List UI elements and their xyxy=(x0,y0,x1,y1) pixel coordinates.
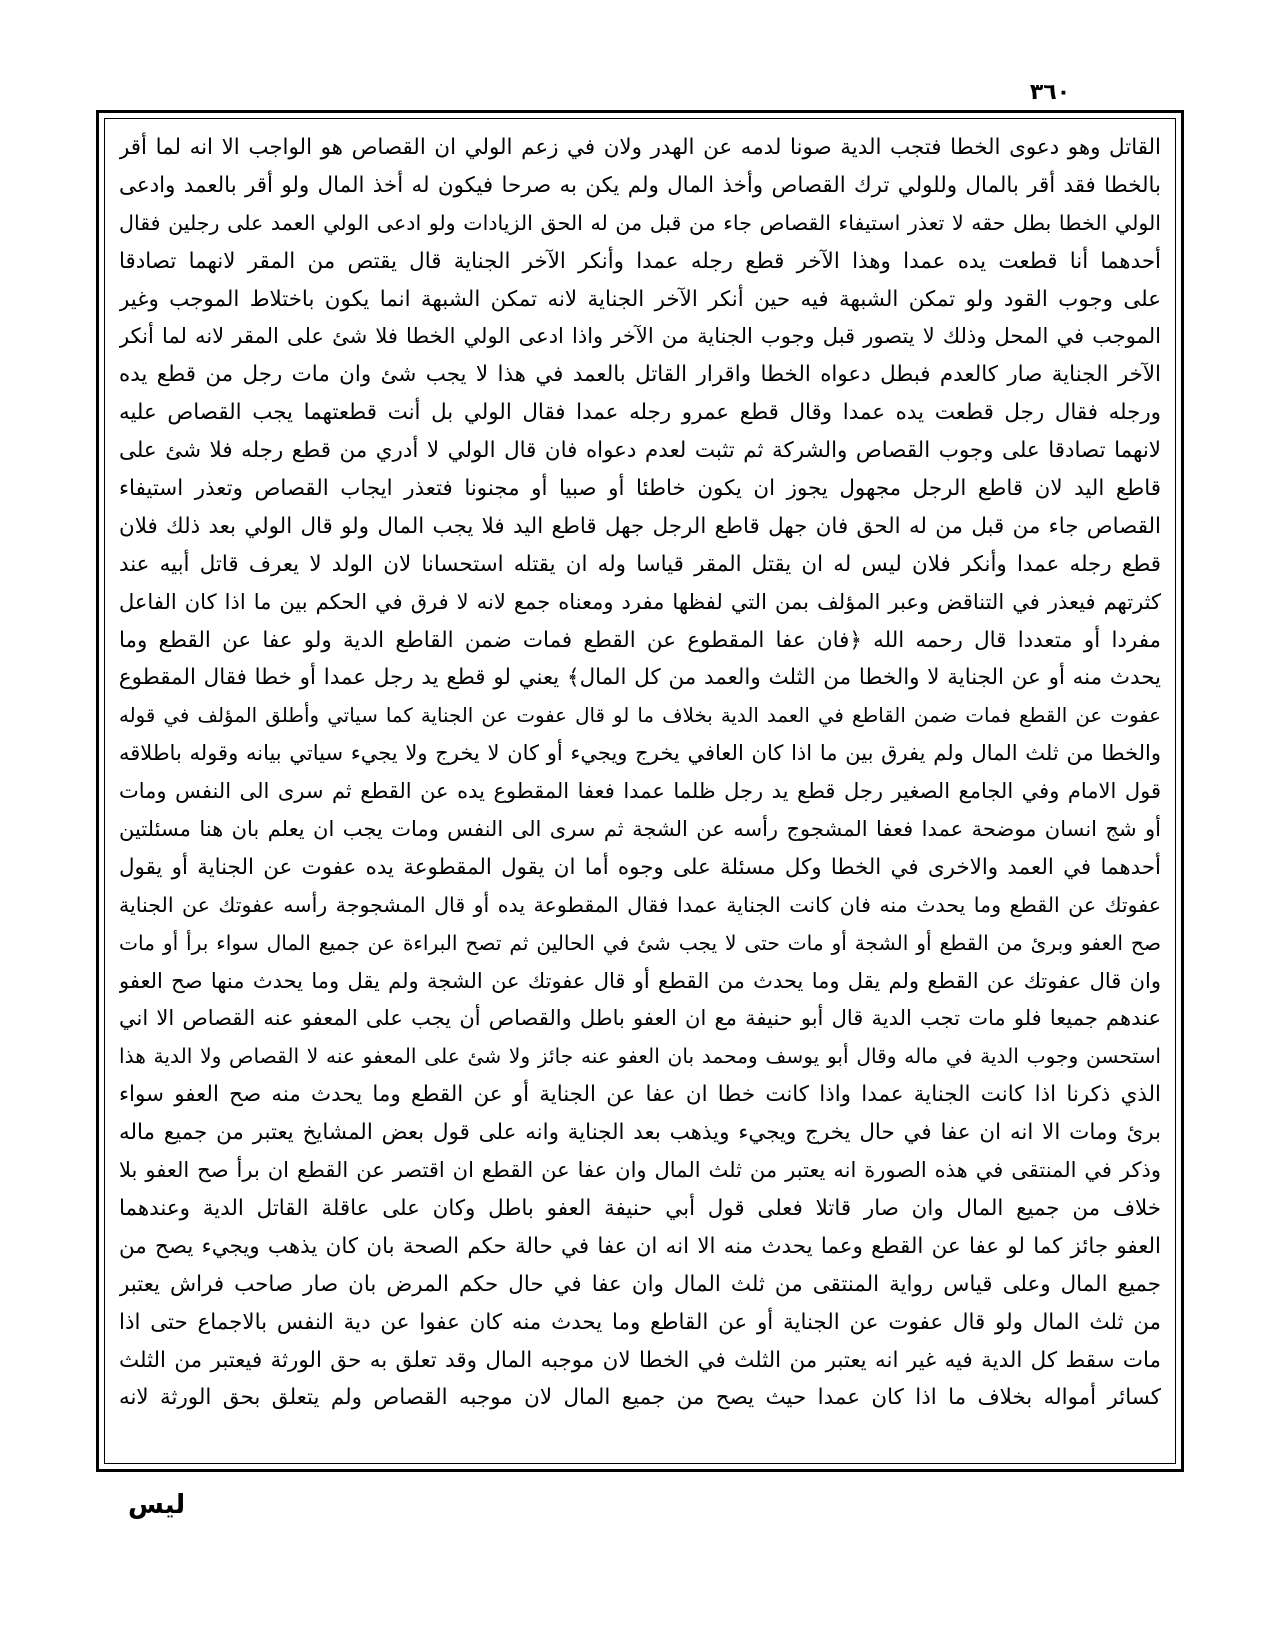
text-line: عندهم جميعا فلو مات تجب الدية قال أبو حنيفة مع ان العفو باطل والقصاص أن يجب على المعفو عنه القصاص الا اني xyxy=(119,1006,1161,1031)
text-line: الذي ذكرنا اذا كانت الجناية عمدا واذا كانت خطا ان عفا عن الجناية أو عن القطع وما يحدث منه صح العفو سواء xyxy=(119,1082,1161,1108)
text-line: من ثلث المال ولو قال عفوت عن الجناية أو عن القاطع وما يحدث منه كان عفوا عن دية النفس بالاجماع حتى اذا xyxy=(119,1309,1161,1335)
text-line: ورجله فقال رجل قطعت يده عمدا وقال قطع عمرو رجله عمدا فقال الولي بل أنت قطعتهما يجب القصاص عليه xyxy=(119,400,1161,426)
text-line: أحدهما في العمد والاخرى في الخطا وكل مسئلة على وجوه أما ان يقول المقطوعة يده عفوت عن الجناية أو يقول xyxy=(119,854,1161,880)
text-line: كثرتهم فيعذر في التناقض وعبر المؤلف بمن التي لفظها مفرد ومعناه جمع لانه لا فرق في الحكم بين ما اذا كان الفاعل xyxy=(119,589,1161,614)
text-line: استحسن وجوب الدية في ماله وقال أبو يوسف ومحمد بان العفو عنه جائز ولا شئ على المعفو عنه لا القصاص ولا الدية هذا xyxy=(119,1044,1161,1069)
text-line: وان قال عفوتك عن القطع ولم يقل وما يحدث من القطع أو قال عفوتك عن الشجة ولم يقل وما يحدث منها صح العفو xyxy=(119,968,1161,993)
text-line: العفو جائز كما لو عفا عن القطع وعما يحدث منه الا انه ان عفا في حالة حكم الصحة بان كان يذهب ويجيء يصح من xyxy=(119,1233,1161,1259)
page-number: ٣٦٠ xyxy=(1029,80,1071,105)
text-line: لانهما تصادقا على وجوب القصاص والشركة ثم تثبت لعدم دعواه فان قال الولي لا أدري من قطع رجله فلا شئ على xyxy=(119,438,1161,464)
text-line: الآخر الجناية صار كالعدم فبطل دعواه الخطا واقرار القاتل بالعمد في هذا لا يجب شئ وان مات رجل من قطع يده xyxy=(119,362,1161,388)
text-line: بالخطا فقد أقر بالمال وللولي ترك القصاص وأخذ المال ولم يكن به صرحا فيكون له أخذ المال ولو أقر بالعمد وادعى xyxy=(119,172,1161,198)
text-line: برئ ومات الا انه ان عفا في حال يخرج ويجيء ويذهب بعد الجناية وانه على قول بعض المشايخ يعتبر من جميع ماله xyxy=(119,1120,1161,1146)
text-line: عفوت عن القطع فمات ضمن القاطع في العمد الدية بخلاف ما لو قال عفوت عن الجناية كما سياتي وأطلق المؤلف في قوله xyxy=(119,704,1161,728)
text-line: وذكر في المنتقى في هذه الصورة انه يعتبر من ثلث المال وان عفا عن القطع ان اقتصر عن القطع ان برأ صح العفو بلا xyxy=(119,1158,1161,1183)
text-line: جميع المال وعلى قياس رواية المنتقى من ثلث المال وان عفا في حال حكم المرض بان صار صاحب فراش يعتبر xyxy=(119,1271,1161,1297)
page-border-inner xyxy=(104,118,1176,1464)
text-line: على وجوب القود ولو تمكن الشبهة فيه حين أنكر الآخر الجناية لانه تمكن الشبهة انما يكون باختلاط الموجب وغير xyxy=(119,286,1161,312)
text-line: يحدث منه أو عن الجناية لا والخطا من الثلث والعمد من كل المال﴾ يعني لو قطع يد رجل عمدا أو خطا فقال المقطوع xyxy=(119,665,1161,691)
catchword: ليس xyxy=(128,1490,186,1520)
text-line: القاتل وهو دعوى الخطا فتجب الدية صونا لدمه عن الهدر ولان في زعم الولي ان القصاص هو الواجب الا انه لما أقر xyxy=(119,135,1161,160)
text-line: الولي الخطا بطل حقه لا تعذر استيفاء القصاص جاء من قبل من له الحق الزيادات ولو ادعى الولي العمد على رجلين فقال xyxy=(119,210,1161,235)
text-line: القصاص جاء من قبل من له الحق فان جهل قاطع الرجل جهل قاطع اليد فلا يجب المال ولو قال الولي بعد ذلك فلان xyxy=(119,513,1161,539)
text-line: أحدهما أنا قطعت يده عمدا وهذا الآخر قطع رجله عمدا وأنكر الآخر الجناية قال يقتص من المقر لانهما تصادقا xyxy=(119,248,1161,274)
text-line: خلاف من جميع المال وان صار قاتلا فعلى قول أبي حنيفة العفو باطل وكان على عاقلة القاتل الدية وعندهما xyxy=(119,1195,1161,1221)
text-line: قول الامام وفي الجامع الصغير رجل قطع يد رجل ظلما عمدا فعفا المقطوع يده عن القطع ثم سرى الى النفس ومات xyxy=(119,779,1161,804)
text-line: مات سقط كل الدية فيه غير انه يعتبر من الثلث في الخطا لان موجبه المال وقد تعلق به حق الورثة فيعتبر من الثلث xyxy=(119,1347,1161,1373)
main-text-block xyxy=(119,129,1161,1417)
text-line: مفردا أو متعددا قال رحمه الله ﴿فان عفا المقطوع عن القطع فمات ضمن القاطع الدية ولو عفا عن القطع وما xyxy=(119,627,1161,653)
text-line: قاطع اليد لان قاطع الرجل مجهول يجوز ان يكون خاطئا أو صبيا أو مجنونا فتعذر ايجاب القصاص وتعذر استيفاء xyxy=(119,476,1161,502)
text-line: قطع رجله عمدا وأنكر فلان ليس له ان يقتل المقر قياسا وله ان يقتله استحسانا لان الولد لا يعرف قاتل أبيه عند xyxy=(119,551,1161,577)
text-line: عفوتك عن القطع وما يحدث منه فان كانت الجناية عمدا فقال المقطوعة يده أو قال المشجوجة رأسه عفوتك عن الجناية xyxy=(119,892,1161,917)
text-line: كسائر أمواله بخلاف ما اذا كان عمدا حيث يصح من جميع المال لان موجبه القصاص ولم يتعلق بحق الورثة لانه xyxy=(119,1385,1161,1411)
text-line: صح العفو وبرئ من القطع أو الشجة أو مات حتى لا يجب شئ في الحالين ثم تصح البراءة عن جميع المال سواء برأ أو مات xyxy=(119,930,1161,955)
text-line: الموجب في المحل وذلك لا يتصور قبل وجوب الجناية من الآخر واذا ادعى الولي الخطا فلا شئ على المقر لانه لما أنكر xyxy=(119,324,1161,349)
text-line: أو شج انسان موضحة عمدا فعفا المشجوج رأسه عن الشجة ثم سرى الى النفس ومات يجب ان يعلم بان هنا مسئلتين xyxy=(119,817,1161,842)
text-line: والخطا من ثلث المال ولم يفرق بين ما اذا كان العافي يخرج ويجيء أو كان لا يخرج ولا يجيء سياتي بيانه وقوله باطلاقه xyxy=(119,741,1161,766)
